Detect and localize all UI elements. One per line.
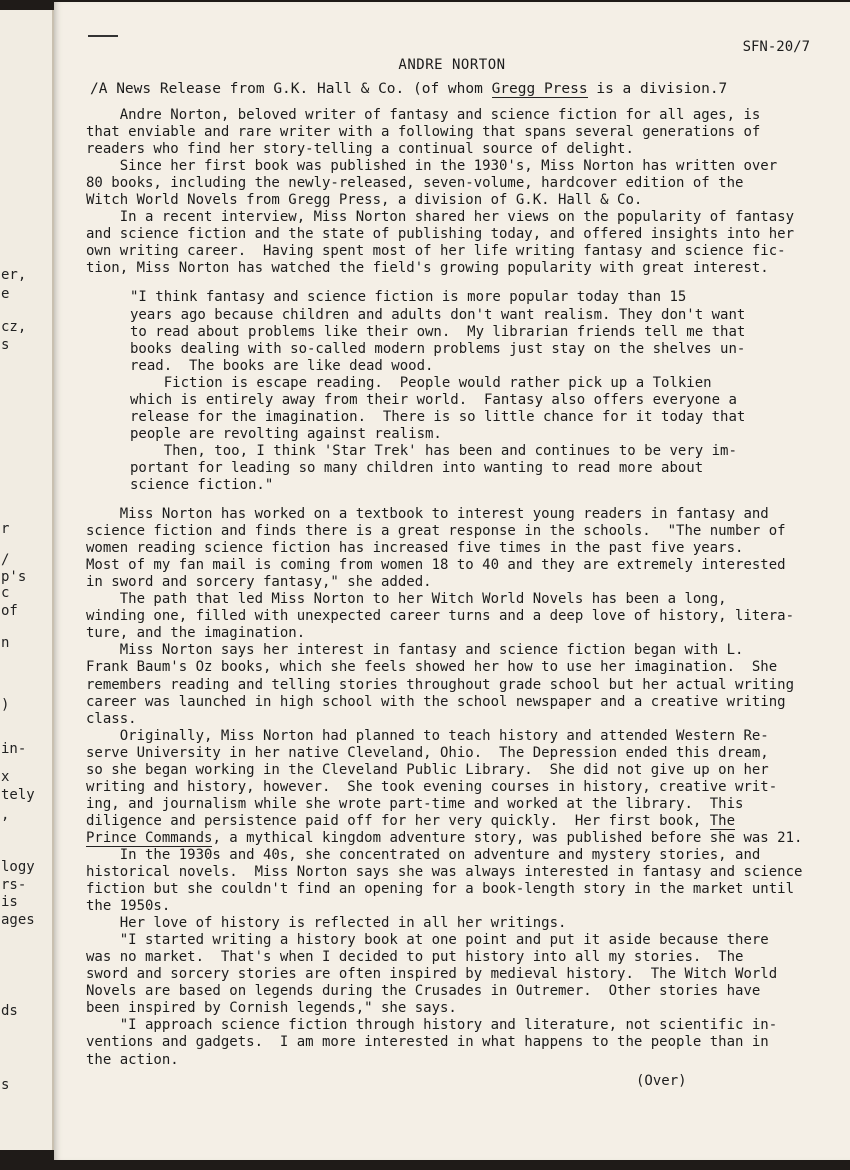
margin-fragment: ds	[1, 1003, 18, 1019]
paragraph-gap	[86, 277, 810, 289]
text-line: so she began working in the Cleveland Public Library. She did not give up on her	[86, 761, 769, 778]
margin-fragment: p's	[1, 569, 27, 585]
text-line: and science fiction and the state of publishing today, and offered insights into her	[86, 226, 795, 243]
text-line: serve University in her native Cleveland, Ohio. The Depression ended this dream,	[86, 744, 769, 761]
text-line: the action.	[86, 1051, 179, 1068]
margin-fragment: )	[1, 697, 10, 713]
text-line: read. The books are like dead wood.	[130, 357, 434, 374]
page-title: ANDRE NORTON	[398, 57, 506, 73]
text-line: women reading science fiction has increased five times in the past five years.	[86, 540, 744, 557]
text-line: Miss Norton has worked on a textbook to interest young readers in fantasy and	[86, 506, 769, 523]
release-suffix: is a division.7	[587, 81, 728, 97]
margin-fragment: is	[1, 894, 18, 910]
margin-fragment: rs-	[1, 877, 27, 893]
margin-fragment: tely	[1, 787, 35, 803]
text-line: writing and history, however. She took evening courses in history, creative writ-	[86, 778, 778, 795]
text-line: was no market. That's when I decided to put history into all my stories. The	[86, 949, 744, 966]
text-line: ture, and the imagination.	[86, 625, 306, 642]
text-line: remembers reading and telling stories throughout grade school but her actual writing	[86, 676, 795, 693]
text-line: fiction but she couldn't find an opening for a book-length story in the market until	[86, 881, 795, 898]
text-line: that enviable and rare writer with a following that spans several generations of	[86, 124, 761, 141]
gregg-press-underlined: Gregg Press	[491, 81, 588, 97]
text-line: the 1950s.	[86, 898, 171, 915]
margin-fragment: n	[1, 635, 10, 651]
margin-fragment: ages	[1, 912, 35, 928]
text-line: own writing career. Having spent most of her life writing fantasy and science fic-	[86, 243, 786, 260]
book-title-underlined: The	[709, 812, 736, 829]
release-prefix: /A News Release from G.K. Hall & Co. (of whom	[90, 81, 492, 97]
adjacent-page-edge	[0, 10, 54, 1150]
text-line: books dealing with so-called modern problems just stay on the shelves un-	[130, 340, 746, 357]
text-line: The path that led Miss Norton to her Witch World Novels has been a long,	[86, 591, 727, 608]
text-line: portant for leading so many children into wanting to read more about	[130, 459, 704, 476]
text-line: Her love of history is reflected in all her writings.	[86, 915, 567, 932]
margin-fragment: /	[1, 552, 10, 568]
text-line: in sword and sorcery fantasy," she added.	[86, 574, 432, 591]
text-line: Since her first book was published in the 1930's, Miss Norton has written over	[86, 158, 778, 175]
line-text: diligence and persistence paid off for her very quickly. Her first book,	[86, 812, 710, 829]
text-line: readers who find her story-telling a continual source of delight.	[86, 141, 634, 158]
margin-fragment: er,	[1, 267, 27, 283]
text-line: Frank Baum's Oz books, which she feels showed her how to use her imagination. She	[86, 659, 778, 676]
text-line: In a recent interview, Miss Norton shared her views on the popularity of fantasy	[86, 209, 795, 226]
text-line: ing, and journalism while she wrote part-time and worked at the library. This	[86, 795, 744, 812]
text-line: 80 books, including the newly-released, seven-volume, hardcover edition of the	[86, 175, 744, 192]
text-line: Miss Norton says her interest in fantasy and science fiction began with L.	[86, 642, 744, 659]
text-line: sword and sorcery stories are often inspired by medieval history. The Witch World	[86, 966, 778, 983]
text-line: tion, Miss Norton has watched the field's growing popularity with great interest.	[86, 260, 769, 277]
text-line: Then, too, I think 'Star Trek' has been and continues to be very im-	[130, 442, 737, 459]
text-line: class.	[86, 710, 137, 727]
text-line: Andre Norton, beloved writer of fantasy and science fiction for all ages, is	[86, 107, 761, 123]
margin-fragment: e	[1, 286, 10, 302]
text-line: to read about problems like their own. My librarian friends tell me that	[130, 323, 746, 340]
text-line: release for the imagination. There is so little chance for it today that	[130, 408, 746, 425]
article-body	[86, 107, 810, 1069]
text-line: science fiction and finds there is a great response in the schools. "The number of	[86, 523, 786, 540]
margin-fragment: x	[1, 769, 10, 785]
text-line: "I think fantasy and science fiction is more popular today than 15	[130, 289, 687, 306]
text-line: Originally, Miss Norton had planned to teach history and attended Western Re-	[86, 727, 769, 744]
margin-fragment: ,	[1, 807, 10, 823]
prince-line-rest: , a mythical kingdom adventure story, was published before she was 21.	[212, 829, 803, 846]
news-release-line	[90, 81, 727, 97]
book-title-underlined: Prince Commands	[86, 829, 213, 846]
text-line: career was launched in high school with the school newspaper and a creative writing	[86, 693, 786, 710]
text-line: "I approach science fiction through history and literature, not scientific in-	[86, 1017, 778, 1034]
text-line: Witch World Novels from Gregg Press, a division of G.K. Hall & Co.	[86, 192, 643, 209]
text-line: Most of my fan mail is coming from women 18 to 40 and they are extremely interested	[86, 557, 786, 574]
text-line: science fiction."	[130, 476, 274, 493]
text-line: years ago because children and adults don't want realism. They don't want	[130, 306, 746, 323]
text-line: which is entirely away from their world. Fantasy also offers everyone a	[130, 391, 737, 408]
text-line: historical novels. Miss Norton says she was always interested in fantasy and science	[86, 864, 803, 881]
margin-fragment: in-	[1, 741, 27, 757]
text-line: "I started writing a history book at one point and put it aside because there	[86, 932, 769, 949]
margin-fragment: of	[1, 603, 18, 619]
margin-fragment: logy	[1, 859, 35, 875]
text-line: In the 1930s and 40s, she concentrated on adventure and mystery stories, and	[86, 846, 761, 863]
margin-fragment: r	[1, 521, 10, 537]
text-line: Fiction is escape reading. People would rather pick up a Tolkien	[130, 374, 712, 391]
text-line: ventions and gadgets. I am more interested in what happens to the people than in	[86, 1034, 769, 1051]
margin-fragment: s	[1, 337, 10, 353]
margin-fragment: s	[1, 1077, 10, 1093]
text-line: winding one, filled with unexpected career turns and a deep love of history, litera-	[86, 608, 795, 625]
text-line: Novels are based on legends during the Crusades in Outremer. Other stories have	[86, 983, 761, 1000]
top-rule	[88, 35, 118, 37]
margin-fragment: c	[1, 585, 10, 601]
paragraph-gap	[86, 494, 810, 506]
margin-fragment: cz,	[1, 319, 27, 335]
text-line: people are revolting against realism.	[130, 425, 442, 442]
document-code: SFN-20/7	[742, 39, 810, 55]
over-marker: (Over)	[636, 1073, 687, 1089]
text-line	[86, 813, 810, 830]
document-page	[54, 2, 850, 1160]
prince-commands-line	[86, 830, 810, 847]
text-line: been inspired by Cornish legends," she says.	[86, 1000, 457, 1017]
